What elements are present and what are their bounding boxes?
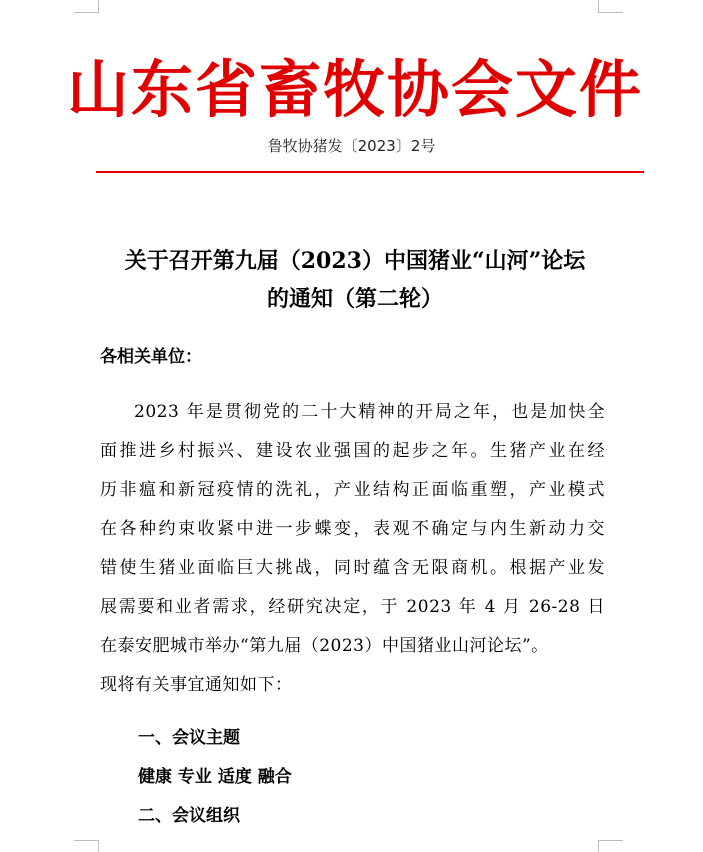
crop-mark-top-left: [74, 0, 99, 13]
paragraph-line: 在各种约束收紧中进一步蝶变，表观不确定与内生新动力交: [100, 519, 605, 539]
crop-mark-bottom-right: [598, 840, 623, 852]
notice-title: [60, 242, 650, 318]
paragraph-line: 面推进乡村振兴、建设农业强国的起步之年。生猪产业在经: [100, 441, 605, 461]
section-1-heading: 一、会议主题: [138, 728, 240, 748]
notice-title-line-2: 的通知（第二轮）: [266, 286, 443, 312]
header-red-divider: [96, 171, 644, 173]
document-number: 鲁牧协猪发〔2023〕2号: [267, 137, 436, 155]
paragraph-line: 历非瘟和新冠疫情的洗礼，产业结构正面临重塑，产业模式: [100, 480, 605, 500]
paragraph-line: 现将有关事宜通知如下：: [100, 675, 293, 695]
paragraph-line: 错使生猪业面临巨大挑战，同时蕴含无限商机。根据产业发: [100, 558, 605, 578]
document-issuer-header: 山东省畜牧协会文件: [66, 53, 643, 126]
notice-title-line-1: 关于召开第九届（2023）中国猪业“山河”论坛: [124, 248, 586, 274]
paragraph-line: 展需要和业者需求，经研究决定，于 2023 年 4 月 26-28 日: [100, 597, 605, 617]
crop-mark-bottom-left: [74, 840, 99, 852]
paragraph-line: 在泰安肥城市举办“第九届（2023）中国猪业山河论坛”。: [100, 636, 549, 656]
paragraph-line: 2023 年是贯彻党的二十大精神的开局之年，也是加快全: [134, 402, 605, 422]
document-body: [100, 338, 605, 836]
section-2-heading: 二、会议组织: [138, 806, 240, 826]
intro-paragraph: [100, 393, 605, 705]
salutation: 各相关单位：: [100, 347, 202, 367]
crop-mark-top-right: [598, 0, 623, 13]
section-1-content: 健康 专业 适度 融合: [138, 767, 292, 787]
